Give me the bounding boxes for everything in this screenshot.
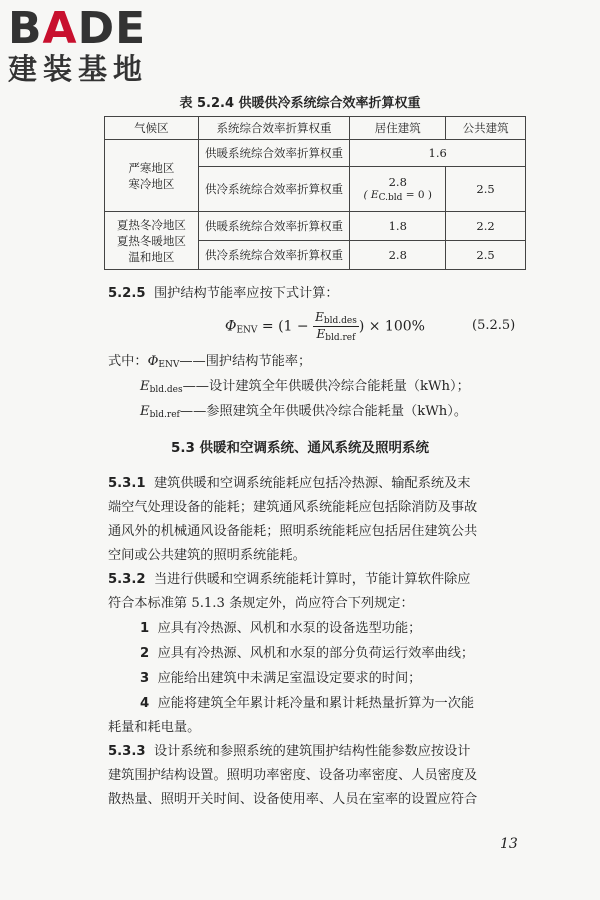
logo-wordmark <box>8 3 178 54</box>
site-logo <box>8 3 178 86</box>
definition-1 <box>108 352 311 375</box>
clause-5-3-1-line-4: 空间或公共建筑的照明系统能耗。 <box>108 548 306 563</box>
weight-label: 供暖系统综合效率折算权重 <box>198 140 350 167</box>
header-climate-zone: 气候区 <box>105 117 199 140</box>
formula-right: ) × 100% <box>358 318 425 335</box>
value-text: 2.8 <box>388 175 407 189</box>
clause-5-3-3-line-1 <box>108 742 470 762</box>
where-label: 式中： <box>108 354 148 369</box>
def-text: ——参照建筑全年供暖供冷综合能耗量（kWh）。 <box>179 404 468 419</box>
table-title: 表 5.2.4 供暖供冷系统综合效率折算权重 <box>179 96 421 111</box>
clause-5-3-3-line-2: 建筑围护结构设置。照明功率密度、设备功率密度、人员密度及 <box>108 768 478 783</box>
denominator-symbol: E <box>316 327 326 341</box>
formula-left: = (1 − <box>257 318 314 335</box>
formula-fraction <box>313 310 359 343</box>
logo-chinese: 建装基地 <box>8 52 149 86</box>
logo-letter-b: B <box>8 3 43 54</box>
public-value: 2.5 <box>446 167 526 212</box>
clause-5-3-1-line-1 <box>108 474 470 494</box>
fraction-numerator <box>313 310 359 327</box>
zone-name: 温和地区 <box>128 249 175 264</box>
zone-name: 夏热冬暖地区 <box>116 233 186 248</box>
logo-letter-a: A <box>42 3 78 54</box>
equation-number: (5.2.5) <box>472 318 516 333</box>
def-symbol: E <box>140 404 150 419</box>
clause-text: 建筑供暖和空调系统能耗应包括冷热源、输配系统及末 <box>153 476 471 491</box>
def-symbol: Φ <box>147 354 159 369</box>
item-number: 3 <box>140 671 150 686</box>
clause-number: 5.3.2 <box>108 572 146 587</box>
list-item <box>140 669 421 689</box>
residential-value: 2.8 <box>350 241 446 270</box>
header-weight: 系统综合效率折算权重 <box>198 117 350 140</box>
clause-5-3-2-line-2: 符合本标准第 5.1.3 条规定外，尚应符合下列规定： <box>108 596 414 611</box>
item-number: 2 <box>140 646 150 661</box>
list-item <box>140 644 474 664</box>
def-sub: bld.des <box>149 385 183 395</box>
weight-label: 供冷系统综合效率折算权重 <box>198 241 350 270</box>
clause-text: 围护结构节能率应按下式计算： <box>153 286 339 301</box>
clause-text: 当进行供暖和空调系统能耗计算时，节能计算软件除应 <box>153 572 471 587</box>
item-text: 应具有冷热源、风机和水泵的设备选型功能； <box>157 621 422 636</box>
def-text: ——设计建筑全年供暖供冷综合能耗量（kWh）； <box>182 379 470 394</box>
clause-5-3-2-line-1 <box>108 570 470 590</box>
list-item <box>140 694 474 714</box>
item-number: 1 <box>140 621 150 636</box>
formula <box>225 310 425 343</box>
zone-name: 寒冷地区 <box>128 176 175 191</box>
list-item-continuation: 耗量和耗电量。 <box>108 720 201 735</box>
weight-table <box>104 116 526 270</box>
def-symbol: E <box>140 379 150 394</box>
zone-cell-warm <box>105 212 199 270</box>
header-public: 公共建筑 <box>446 117 526 140</box>
residential-value <box>350 167 446 212</box>
table-row <box>105 140 526 167</box>
merged-value: 1.6 <box>350 140 526 167</box>
page-number: 13 <box>500 836 518 852</box>
numerator-sub: bld.des <box>323 316 357 326</box>
zone-name: 夏热冬冷地区 <box>116 217 186 232</box>
value-note <box>350 189 445 203</box>
definition-3 <box>140 402 467 425</box>
residential-value: 1.8 <box>350 212 446 241</box>
clause-number: 5.2.5 <box>108 286 146 301</box>
denominator-sub: bld.ref <box>325 333 356 343</box>
clause-5-3-3-line-3: 散热量、照明开关时间、设备使用率、人员在室率的设置应符合 <box>108 792 478 807</box>
public-value: 2.2 <box>446 212 526 241</box>
clause-5-2-5 <box>108 284 339 304</box>
weight-label: 供暖系统综合效率折算权重 <box>198 212 350 241</box>
note-suffix: = 0 ) <box>402 189 433 201</box>
header-residential: 居住建筑 <box>350 117 446 140</box>
note-prefix: ( E <box>363 189 379 201</box>
item-text: 应具有冷热源、风机和水泵的部分负荷运行效率曲线； <box>157 646 475 661</box>
public-value: 2.5 <box>446 241 526 270</box>
logo-letters-de: DE <box>77 3 147 54</box>
definition-2 <box>140 377 470 400</box>
item-text: 应能给出建筑中未满足室温设定要求的时间； <box>157 671 422 686</box>
note-sub: C.bld <box>378 193 403 203</box>
table-header-row <box>105 117 526 140</box>
section-heading: 5.3 供暖和空调系统、通风系统及照明系统 <box>170 440 430 456</box>
table-row <box>105 212 526 241</box>
def-sub: bld.ref <box>149 410 180 420</box>
clause-text: 设计系统和参照系统的建筑围护结构性能参数应按设计 <box>153 744 471 759</box>
clause-5-3-1-line-3: 通风外的机械通风设备能耗；照明系统能耗应包括居住建筑公共 <box>108 524 478 539</box>
numerator-symbol: E <box>315 310 324 324</box>
zone-cell-cold <box>105 140 199 212</box>
def-text: ——围护结构节能率； <box>179 354 312 369</box>
clause-5-3-1-line-2: 端空气处理设备的能耗；建筑通风系统能耗应包括除消防及事故 <box>108 500 478 515</box>
list-item <box>140 619 421 639</box>
clause-number: 5.3.3 <box>108 744 146 759</box>
fraction-denominator <box>313 327 359 343</box>
clause-number: 5.3.1 <box>108 476 146 491</box>
item-text: 应能将建筑全年累计耗冷量和累计耗热量折算为一次能 <box>157 696 475 711</box>
formula-phi-sub: ENV <box>236 325 258 336</box>
def-sub: ENV <box>158 360 180 370</box>
weight-label: 供冷系统综合效率折算权重 <box>198 167 350 212</box>
formula-phi: Φ <box>225 318 237 335</box>
zone-name: 严寒地区 <box>128 160 175 175</box>
item-number: 4 <box>140 696 150 711</box>
